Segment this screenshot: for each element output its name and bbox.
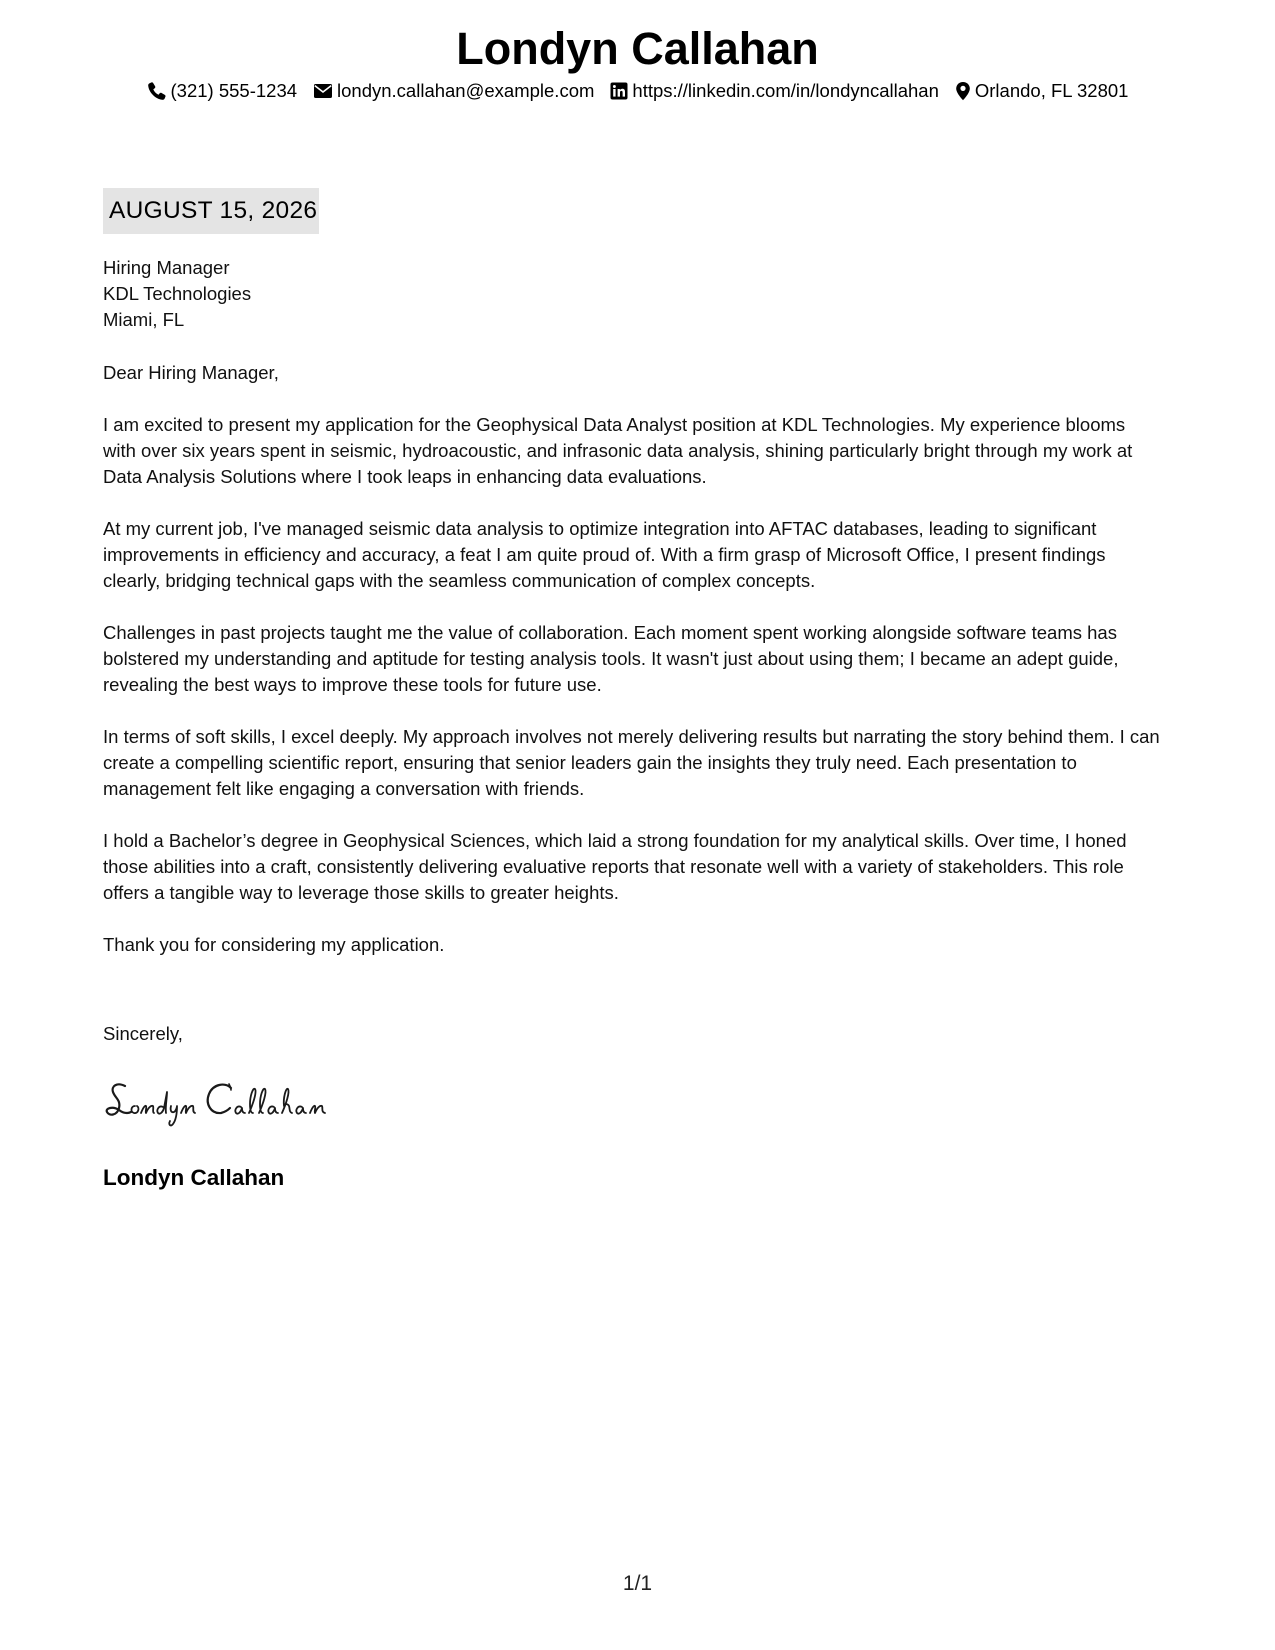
map-pin-icon — [955, 81, 971, 101]
linkedin-icon — [610, 82, 628, 100]
letter-body — [103, 255, 1163, 958]
page-number: 1/1 — [622, 1572, 653, 1595]
contact-email[interactable] — [313, 78, 594, 104]
recipient-location: Miami, FL — [103, 309, 185, 330]
recipient-company: KDL Technologies — [103, 283, 252, 304]
contact-location — [955, 78, 1129, 104]
letter-date: AUGUST 15, 2026 — [103, 188, 319, 234]
email-text[interactable]: londyn.callahan@example.com — [337, 80, 595, 101]
paragraph-1: I am excited to present my application for the Geophysical Data Analyst position at KDL Technologies. My experience blooms with over six years spent in seismic, hydroacoustic, and infrasonic data analysis, shining particularly bright through my work at Data Analysis Solutions where I took leaps in enhancing data evaluations. — [103, 414, 1133, 487]
paragraph-3: Challenges in past projects taught me the value of collaboration. Each moment spent working alongside software teams has bolstered my understanding and aptitude for testing analysis tools. It wasn't just about using them; I became an adept guide, revealing the best ways to improve these tools for future use. — [103, 622, 1119, 695]
location-text: Orlando, FL 32801 — [974, 80, 1129, 101]
contact-linkedin[interactable] — [610, 78, 938, 104]
contact-phone — [147, 78, 298, 104]
phone-text: (321) 555-1234 — [170, 80, 298, 101]
paragraph-4: In terms of soft skills, I excel deeply. My approach involves not merely delivering results but narrating the story behind them. I can create a compelling scientific report, ensuring that senior leaders gain the insights they truly need. Each presentation to management felt like engaging a conversation with friends. — [103, 726, 1160, 799]
salutation: Dear Hiring Manager, — [103, 362, 279, 383]
applicant-name-heading: Londyn Callahan — [456, 23, 819, 74]
paragraph-2: At my current job, I've managed seismic data analysis to optimize integration into AFTAC databases, leading to significant improvements in efficiency and accuracy, a feat I am quite proud of. With a firm grasp of Microsoft Office, I present findings clearly, bridging technical gaps with the seamless communication of complex concepts. — [103, 518, 1106, 591]
contact-info-row — [0, 78, 1275, 104]
phone-icon — [147, 81, 167, 101]
closing-line: Sincerely, — [103, 1023, 183, 1044]
paragraph-thank-you: Thank you for considering my application. — [103, 934, 445, 955]
signer-name: Londyn Callahan — [103, 1165, 285, 1190]
recipient-title: Hiring Manager — [103, 257, 230, 278]
envelope-icon — [313, 83, 333, 99]
paragraph-5: I hold a Bachelor’s degree in Geophysical Sciences, which laid a strong foundation for my analytical skills. Over time, I honed those abilities into a craft, consistently delivering evaluative reports that resonate well with a variety of stakeholders. This role offers a tangible way to leverage those skills to greater heights. — [103, 830, 1127, 903]
handwritten-signature — [103, 1072, 363, 1132]
linkedin-text[interactable]: https://linkedin.com/in/londyncallahan — [632, 80, 939, 101]
